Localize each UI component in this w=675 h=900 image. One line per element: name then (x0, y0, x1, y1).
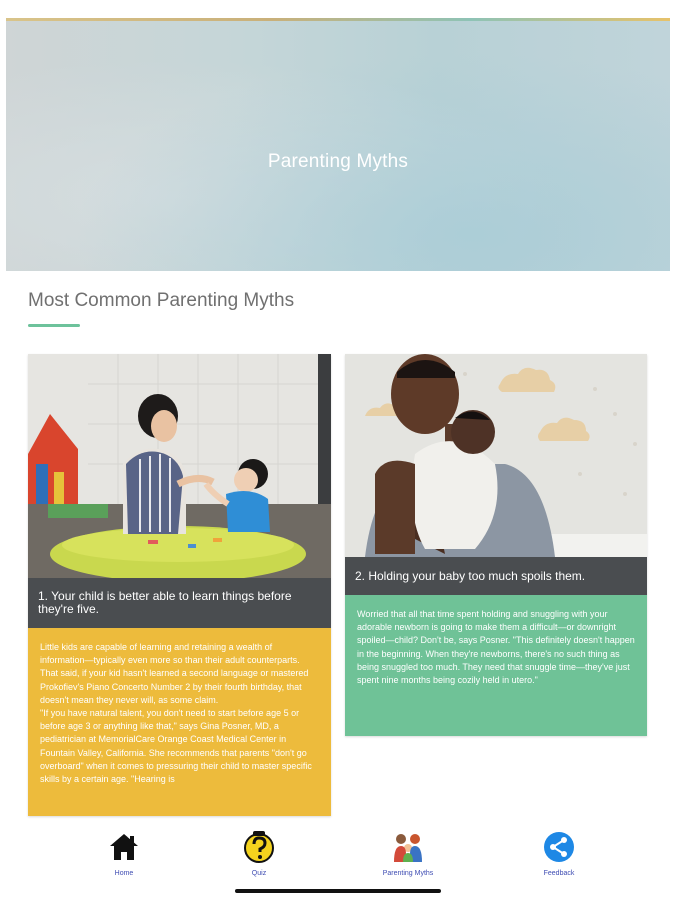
myth-card-1[interactable] (28, 354, 331, 816)
hero-banner (6, 21, 670, 271)
myth-card-1-paragraph-2: "If you have natural talent, you don't need to start before age 5 or before age 3 or anything like that," says Gina Posner, MD, a pediatrician at MemorialCare Orange Coast Medical Center in Fountain Valley, California. She recommends that parents "don't go overboard" when it comes to pressuring their child to master specific skills by a certain age. "Hearing is (40, 708, 312, 785)
nav-home-label: Home (114, 870, 134, 877)
home-indicator[interactable] (235, 889, 441, 893)
myth-card-2-photo (345, 354, 647, 557)
myth-card-2-paragraph-1: Worried that all that time spent holding and snuggling with your adorable newborn is going to make them a difficult—or downright spoiled—child? Don't be, says Posner. "This definitely doesn't happen in the beginning. When they're newborns, there's no such thing as being snuggled too much. They need that snuggle time—they've just spent nine months being cozily held in utero." (357, 609, 635, 686)
myth-card-1-photo (28, 354, 331, 578)
nav-home[interactable] (79, 830, 169, 877)
myth-card-2-title: 2. Holding your baby too much spoils them. (345, 557, 647, 595)
home-icon (107, 830, 141, 864)
myth-card-2-body (345, 595, 647, 736)
nav-quiz-label: Quiz (251, 870, 267, 877)
family-icon (391, 830, 425, 864)
nav-parenting-myths[interactable] (363, 830, 453, 877)
hero-title: Parenting Myths (267, 151, 409, 172)
bottom-nav (0, 820, 675, 900)
myth-card-1-title: 1. Your child is better able to learn things before they're five. (28, 578, 331, 628)
nav-feedback[interactable] (514, 830, 604, 877)
quiz-icon (242, 830, 276, 864)
nav-parenting-myths-label: Parenting Myths (382, 870, 434, 877)
myth-card-1-paragraph-1: Little kids are capable of learning and retaining a wealth of information—typically even more so than their adult counterparts. That said, if your kid hasn't learned a second language or mastered Prokofiev's Piano Concerto Number 2 by their fourth birthday, that doesn't mean they never will, as some claim. (40, 642, 309, 705)
nav-quiz[interactable] (214, 830, 304, 877)
nav-feedback-label: Feedback (543, 870, 575, 877)
myth-card-2[interactable] (345, 354, 647, 736)
myth-card-1-body (28, 628, 331, 816)
section-underline (28, 324, 80, 327)
share-icon (542, 830, 576, 864)
section-title: Most Common Parenting Myths (28, 290, 295, 311)
